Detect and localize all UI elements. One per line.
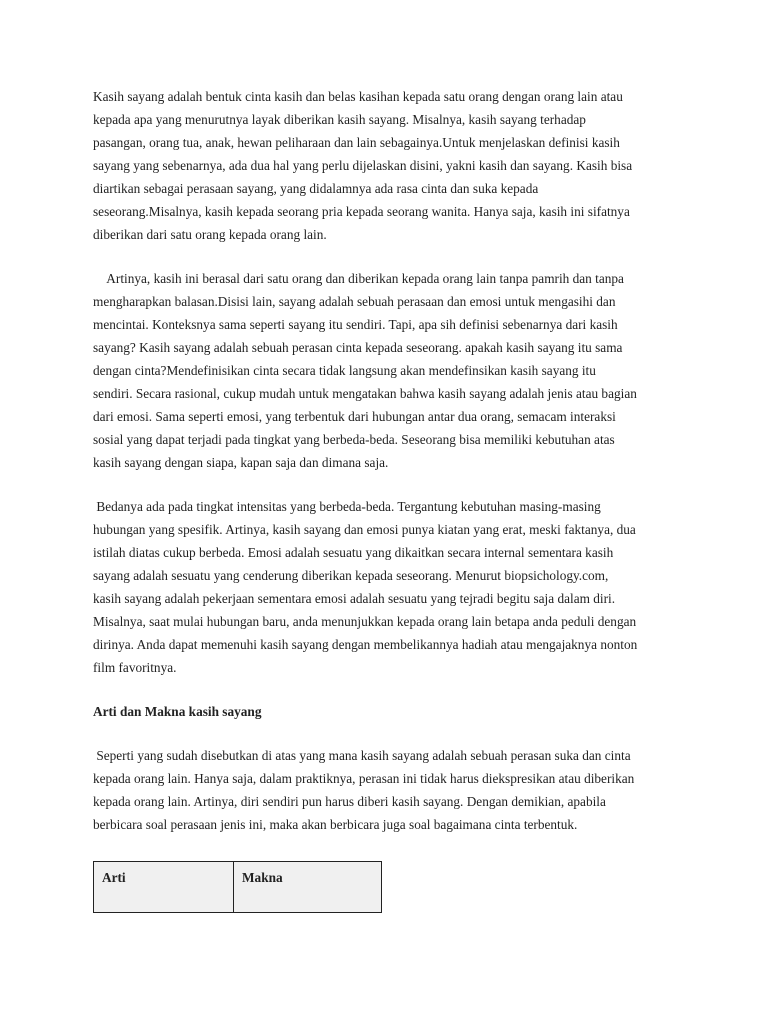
paragraph-spacer [93,246,675,267]
paragraph-spacer [93,723,675,744]
table-header-makna: Makna [234,862,382,913]
table-header-row [94,862,382,913]
paragraph-spacer [93,679,675,700]
arti-makna-table [93,861,382,913]
paragraph-difference: Bedanya ada pada tingkat intensitas yang berbeda-beda. Tergantung kebutuhan masing-masing hubungan yang spesifik. Artinya, kasih sayang dan emosi punya kiatan yang erat, meski faktanya, dua istilah diatas cukup berbeda. Emosi adalah sesuatu yang dikaitkan secara internal sementara kasih sayang adalah sesuatu yang cenderung diberikan kepada seseorang. Menurut biopsichology.com, kasih sayang adalah pekerjaan sementara emosi adalah sesuatu yang tejradi begitu saja dalam diri. Misalnya, saat mulai hubungan baru, anda menunjukkan kepada orang lain betapa anda peduli dengan dirinya. Anda dapat memenuhi kasih sayang dengan membelikannya hadiah atau mengajaknya nonton film favoritnya. [93,499,638,675]
paragraph-spacer [93,474,675,495]
table-header-arti: Arti [94,862,234,913]
paragraph-meaning: Artinya, kasih ini berasal dari satu orang dan diberikan kepada orang lain tanpa pamrih dan tanpa mengharapkan balasan.Disisi lain, sayang adalah sebuah perasaan dan emosi untuk mengasihi dan mencintai. Konteksnya sama seperti sayang itu sendiri. Tapi, apa sih definisi sebenarnya dari kasih sayang? Kasih sayang adalah sebuah perasan cinta kepada seseorang. apakah kasih sayang itu sama dengan cinta?Mendefinisikan cinta secara tidak langsung akan mendefinsikan kasih sayang itu sendiri. Secara rasional, cukup mudah untuk mengatakan bahwa kasih sayang adalah jenis atau bagian dari emosi. Sama seperti emosi, yang terbentuk dari hubungan antar dua orang, semacam interaksi sosial yang dapat terjadi pada tingkat yang berbeda-beda. Seseorang bisa memiliki kebutuhan atas kasih sayang dengan siapa, kapan saja dan dimana saja. [93,271,637,470]
paragraph-section-intro: Seperti yang sudah disebutkan di atas yang mana kasih sayang adalah sebuah perasan suka dan cinta kepada orang lain. Hanya saja, dalam praktiknya, perasan ini tidak harus diekspresikan atau diberikan kepada orang lain. Artinya, diri sendiri pun harus diberi kasih sayang. Dengan demikian, apabila berbicara soal perasaan jenis ini, maka akan berbicara juga soal bagaimana cinta terbentuk. [93,748,635,832]
document-body [93,85,675,836]
paragraph-definition: Kasih sayang adalah bentuk cinta kasih dan belas kasihan kepada satu orang dengan orang lain atau kepada apa yang menurutnya layak diberikan kasih sayang. Misalnya, kasih sayang terhadap pasangan, orang tua, anak, hewan peliharaan dan lain sebagainya.Untuk menjelaskan definisi kasih sayang yang sebenarnya, ada dua hal yang perlu dijelaskan disini, yakni kasih dan sayang. Kasih bisa diartikan sebagai perasaan sayang, yang didalamnya ada rasa cinta dan suka kepada seseorang.Misalnya, kasih kepada seorang pria kepada seorang wanita. Hanya saja, kasih ini sifatnya diberikan dari satu orang kepada orang lain. [93,89,633,242]
section-heading: Arti dan Makna kasih sayang [93,704,262,719]
